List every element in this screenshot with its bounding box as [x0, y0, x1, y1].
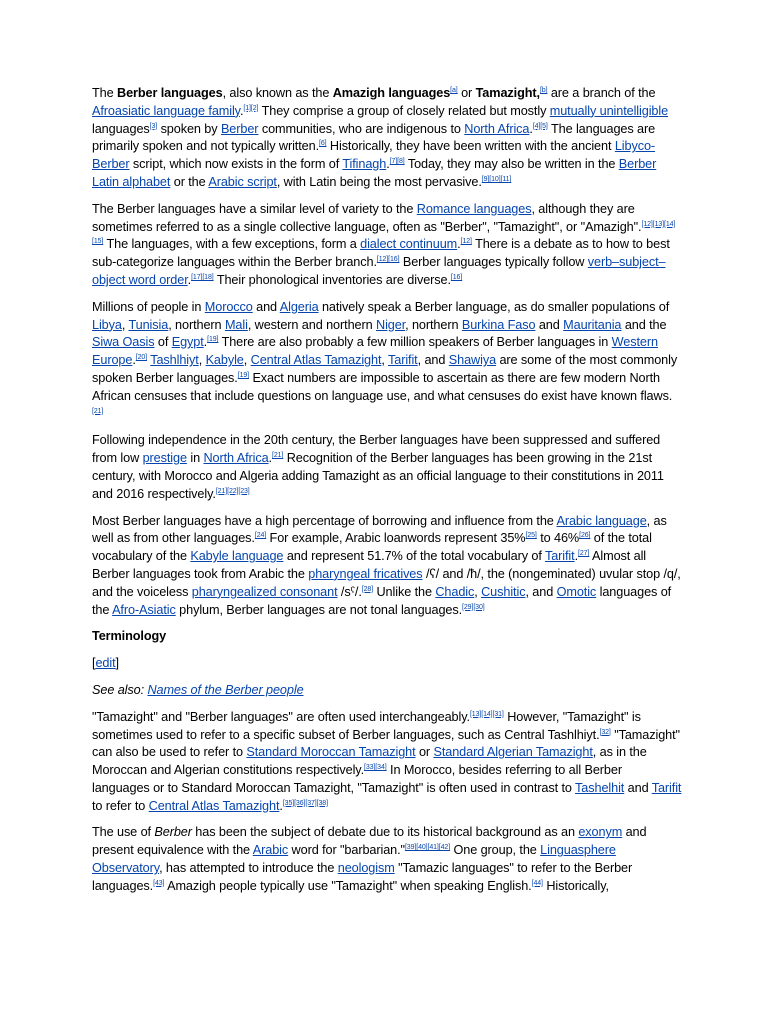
bold-text: Berber languages	[117, 86, 223, 100]
text-run: , and	[525, 584, 557, 599]
citation-link[interactable]: [19]	[237, 371, 250, 379]
citation-link[interactable]: [26]	[579, 532, 591, 540]
text-run: ,	[474, 584, 482, 599]
link-burkina-faso[interactable]: Burkina Faso	[461, 317, 536, 332]
citation-link[interactable]: [a]	[450, 87, 458, 94]
citation-link[interactable]: [3]	[149, 122, 158, 130]
text-run: , with Latin being the most pervasive.	[276, 174, 482, 189]
text-run: .	[386, 157, 390, 172]
link-mali[interactable]: Mali	[224, 317, 248, 332]
text-run: ,	[121, 317, 129, 332]
citation-ref	[470, 711, 504, 718]
text-run: to refer to	[92, 798, 149, 813]
link-egypt[interactable]: Egypt	[171, 335, 204, 350]
see-also-line	[92, 682, 682, 700]
text-run: /ʕ/ and /ħ/, the (nongeminated) uvular stop /q/, and the voiceless	[92, 566, 681, 599]
text-run: spoken by	[157, 121, 221, 136]
text-run: There is a debate as to how to best sub-categorize languages within the Berber branch.	[92, 237, 670, 270]
citation-link[interactable]: [25]	[525, 532, 537, 540]
text-run: .	[239, 103, 244, 118]
text-run: .	[187, 272, 192, 287]
text-run: , and	[417, 353, 449, 368]
link-afro-asiatic[interactable]: Afro-Asiatic	[112, 602, 176, 617]
citation-ref	[191, 274, 214, 281]
citation-ref	[532, 880, 543, 887]
citation-link[interactable]: [1][2]	[243, 104, 259, 112]
see-also-link[interactable]: Names of the Berber people	[147, 682, 304, 697]
link-kabyle-language[interactable]: Kabyle language	[190, 549, 284, 564]
terminology-heading: Terminology	[92, 629, 167, 644]
citation-ref	[243, 105, 258, 112]
citation-ref	[579, 532, 590, 539]
text-run: , northern	[405, 317, 462, 332]
text-run: ,	[243, 353, 251, 368]
citation-ref	[136, 354, 147, 361]
text-run: natively speak a Berber language, as do smaller populations of	[318, 299, 670, 314]
text-run: /sˤ/.	[337, 584, 362, 599]
link-morocco[interactable]: Morocco	[204, 299, 253, 314]
citation-ref	[451, 274, 462, 281]
text-run: , also known as the	[222, 86, 333, 100]
text-run: and	[624, 780, 652, 795]
citation-ref	[533, 123, 548, 130]
edit-link[interactable]: edit	[95, 656, 116, 671]
link-tarifit[interactable]: Tarifit	[544, 549, 575, 564]
citation-link[interactable]: [39][40][41][42]	[404, 844, 451, 852]
text-run: of	[154, 335, 172, 350]
citation-link[interactable]: [17][18]	[191, 273, 214, 281]
citation-link[interactable]: [21][22][23]	[215, 487, 250, 495]
link-tunisia[interactable]: Tunisia	[128, 317, 169, 332]
text-run: The	[92, 86, 117, 100]
link-tashelhit[interactable]: Tashelhit	[575, 780, 625, 795]
text-run: There are also probably a few million speakers of Berber languages in	[218, 335, 612, 350]
link-niger[interactable]: Niger	[376, 317, 406, 332]
text-run: and the	[621, 317, 667, 332]
link-pharyngealized-consonant[interactable]: pharyngealized consonant	[191, 584, 338, 599]
text-run: .	[457, 237, 461, 252]
citation-ref	[362, 586, 373, 593]
link-chadic[interactable]: Chadic	[435, 584, 475, 599]
text-run: "Tamazight" and "Berber languages" are often used interchangeably.	[92, 709, 470, 724]
text-run: of the total vocabulary of the	[92, 531, 652, 564]
bold-text: Amazigh languages	[332, 86, 451, 100]
text-run: Historically,	[542, 878, 609, 893]
link-mutually-unintelligible[interactable]: mutually unintelligible	[549, 103, 669, 118]
citation-ref	[207, 336, 218, 343]
link-arabic[interactable]: Arabic	[252, 843, 289, 858]
citation-link[interactable]: [16]	[450, 273, 463, 281]
edit-section-line	[92, 655, 682, 673]
text-run: and	[252, 299, 280, 314]
citation-link[interactable]: [4][5]	[532, 122, 548, 130]
intro-section	[92, 85, 682, 619]
citation-ref	[578, 550, 589, 557]
citation-link[interactable]: [b]	[539, 87, 548, 94]
link-libyco-berber[interactable]: Libyco-Berber	[92, 139, 656, 172]
link-kabyle[interactable]: Kabyle	[205, 353, 244, 368]
text-run: .	[574, 549, 579, 564]
citation-ref	[216, 488, 250, 495]
link-neologism[interactable]: neologism	[337, 861, 395, 876]
citation-ref	[283, 800, 328, 807]
text-run: , northern	[168, 317, 225, 332]
text-run: One group, the	[450, 843, 541, 858]
link-tarifit[interactable]: Tarifit	[388, 353, 418, 368]
text-run: "Tamazight" can also be used to refer to	[92, 727, 680, 760]
text-run: script, which now exists in the form of	[129, 157, 343, 172]
text-run: , has attempted to introduce the	[159, 861, 338, 876]
link-linguasphere-observatory[interactable]: Linguasphere Observatory	[92, 843, 616, 876]
text-run: The languages, with a few exceptions, form a	[103, 237, 361, 252]
citation-link[interactable]: [20]	[135, 354, 148, 362]
citation-link[interactable]: [12]	[460, 238, 472, 246]
text-run: Amazigh people typically use "Tamazight" when speaking English.	[164, 878, 532, 893]
link-tifinagh[interactable]: Tifinagh	[342, 157, 387, 172]
text-run: and	[535, 317, 564, 332]
speakers-paragraph	[92, 299, 682, 424]
citation-ref	[272, 452, 283, 459]
text-run: The languages are primarily spoken and not typically written.	[92, 121, 656, 154]
citation-ref	[461, 238, 472, 245]
citation-ref	[450, 87, 457, 94]
link-siwa-oasis[interactable]: Siwa Oasis	[92, 335, 155, 350]
citation-link[interactable]: [9][10][11]	[481, 175, 512, 183]
link-romance-languages[interactable]: Romance languages	[416, 201, 532, 216]
link-verb-subject-object-word-order[interactable]: verb–subject–object word order	[92, 255, 666, 287]
text-run: Today, they may also be written in the	[404, 157, 619, 172]
link-arabic-script[interactable]: Arabic script	[208, 174, 277, 189]
link-central-atlas-tamazight[interactable]: Central Atlas Tamazight	[148, 798, 280, 813]
text-run: has been the subject of debate due to its historical background as an	[191, 825, 579, 840]
text-run: The use of	[92, 825, 155, 840]
link-exonym[interactable]: exonym	[578, 825, 623, 840]
edit-open-bracket: [	[92, 656, 96, 671]
citation-ref	[405, 844, 450, 851]
text-run: They comprise a group of closely related but mostly	[258, 103, 550, 118]
text-run: in	[186, 451, 204, 466]
text-run: and present equivalence with the	[92, 825, 647, 858]
text-run: "Tamazic languages" to refer to the Berber languages.	[92, 861, 633, 893]
link-central-atlas-tamazight[interactable]: Central Atlas Tamazight	[250, 353, 382, 368]
citation-link[interactable]: [32]	[599, 728, 611, 736]
text-run: are a branch of the	[547, 86, 656, 100]
text-run: , although they are sometimes referred to as a single collective language, often as "Berber", "Tamazight", or "Amazigh".	[92, 201, 642, 234]
link-dialect-continuum[interactable]: dialect continuum	[360, 237, 458, 252]
text-run: , western and northern	[247, 317, 376, 332]
citation-link[interactable]: [6]	[319, 140, 327, 148]
citation-link[interactable]: [7][8]	[389, 158, 405, 166]
citation-link[interactable]: [21]	[92, 407, 104, 415]
variety-paragraph	[92, 201, 682, 290]
citation-ref	[600, 729, 611, 736]
italic-text: Berber	[154, 825, 192, 840]
citation-ref	[153, 880, 164, 887]
terminology-section	[92, 709, 682, 896]
citation-ref	[255, 532, 266, 539]
text-run: .	[279, 798, 283, 813]
link-western-europe[interactable]: Western Europe	[92, 335, 658, 368]
citation-link[interactable]: [24]	[254, 532, 267, 540]
see-also-label: See also:	[92, 682, 148, 697]
text-run: or the	[170, 174, 209, 189]
link-berber[interactable]: Berber	[220, 121, 259, 136]
citation-link[interactable]: [33][34]	[364, 764, 387, 772]
citation-ref	[482, 176, 512, 183]
text-run: , as well as from other languages.	[92, 513, 667, 546]
text-run: However, "Tamazight" is sometimes used to refer to a specific subset of Berber languages, such as Central Tashlhiyt.	[92, 709, 641, 742]
link-prestige[interactable]: prestige	[142, 451, 187, 466]
tamazight-usage-paragraph	[92, 709, 682, 816]
text-run: In Morocco, besides referring to all Berber languages or to Standard Moroccan Tamazight, "Tamazight" is often used in contrast to	[92, 763, 622, 795]
link-standard-moroccan-tamazight[interactable]: Standard Moroccan Tamazight	[246, 745, 416, 760]
link-afroasiatic-language-family[interactable]: Afroasiatic language family	[92, 103, 240, 118]
link-libya[interactable]: Libya	[92, 317, 122, 332]
link-shawiya[interactable]: Shawiya	[448, 353, 497, 368]
citation-link[interactable]: [13][14][31]	[469, 710, 504, 718]
link-tashlhiyt[interactable]: Tashlhiyt	[150, 353, 199, 368]
text-run: Following independence in the 20th century, the Berber languages have been suppressed and suffered from low	[92, 433, 661, 466]
citation-ref	[390, 158, 405, 165]
text-run: .	[529, 121, 533, 136]
text-run: , as in the Moroccan and Algerian constitutions respectively.	[92, 745, 647, 778]
text-run: Almost all Berber languages took from Arabic the	[92, 549, 647, 581]
link-standard-algerian-tamazight[interactable]: Standard Algerian Tamazight	[433, 745, 593, 760]
text-run: phylum, Berber languages are not tonal languages.	[175, 602, 463, 617]
link-berber-latin-alphabet[interactable]: Berber Latin alphabet	[92, 157, 657, 189]
text-run: Millions of people in	[92, 299, 205, 314]
text-run: The Berber languages have a similar level of variety to the	[92, 201, 417, 216]
text-run: or	[457, 86, 476, 100]
text-run: ,	[381, 353, 388, 368]
bold-text: Tamazight	[475, 86, 537, 100]
link-cushitic[interactable]: Cushitic	[481, 584, 526, 599]
citation-link[interactable]: [12][16]	[376, 256, 400, 264]
citation-ref	[462, 604, 485, 611]
link-pharyngeal-fricatives[interactable]: pharyngeal fricatives	[308, 566, 423, 581]
text-run: languages	[92, 121, 150, 136]
text-run: Historically, they have been written with the ancient	[326, 139, 615, 154]
bold-text: ,	[536, 86, 540, 100]
text-run: Their phonological inventories are diverse.	[213, 272, 451, 287]
link-omotic[interactable]: Omotic	[556, 584, 597, 599]
berber-term-paragraph	[92, 824, 682, 895]
text-run: For example, Arabic loanwords represent 35%	[266, 531, 526, 546]
citation-ref	[364, 764, 387, 771]
text-run: Exact numbers are impossible to ascertain as there are few modern North African censuses that include questions on language use, and what censuses do exist have known flaws.	[92, 370, 673, 403]
citation-link[interactable]: [44]	[531, 879, 543, 887]
citation-ref	[377, 256, 400, 263]
text-run: .	[203, 335, 208, 350]
text-run: or	[415, 745, 434, 760]
independence-paragraph	[92, 432, 682, 503]
text-run: to 46%	[536, 531, 580, 546]
text-run: Unlike the	[373, 584, 436, 599]
link-tarifit[interactable]: Tarifit	[651, 780, 682, 795]
text-run: are some of the most commonly spoken Berber languages.	[92, 353, 678, 385]
citation-link[interactable]: [21]	[271, 452, 284, 460]
citation-ref	[238, 372, 249, 379]
link-arabic-language[interactable]: Arabic language	[556, 513, 647, 528]
borrowing-paragraph	[92, 513, 682, 620]
text-run: and represent 51.7% of the total vocabulary of	[283, 549, 545, 564]
citation-ref	[525, 532, 536, 539]
citation-link[interactable]: [28]	[361, 585, 374, 593]
text-run: communities, who are indigenous to	[258, 121, 465, 136]
text-run: .	[132, 353, 136, 368]
text-run: .	[268, 451, 272, 466]
text-run: ,	[198, 353, 206, 368]
text-run: Most Berber languages have a high percentage of borrowing and influence from the	[92, 513, 557, 528]
link-north-africa[interactable]: North Africa	[464, 121, 530, 136]
citation-link[interactable]: [29][30]	[462, 603, 485, 611]
citation-link[interactable]: [12][13][14][15]	[92, 220, 676, 246]
text-run: languages of the	[92, 584, 672, 617]
text-run: Berber languages typically follow	[399, 255, 588, 270]
text-run: word for "barbarian."	[288, 843, 405, 858]
edit-close-bracket: ]	[115, 656, 119, 671]
article-body	[92, 85, 682, 905]
citation-ref	[92, 408, 103, 415]
citation-link[interactable]: [27]	[578, 550, 590, 558]
intro-paragraph	[92, 85, 682, 192]
link-north-africa[interactable]: North Africa	[203, 451, 269, 466]
link-mauritania[interactable]: Mauritania	[563, 317, 622, 332]
citation-link[interactable]: [43]	[153, 879, 165, 887]
link-algeria[interactable]: Algeria	[279, 299, 319, 314]
citation-link[interactable]: [19]	[207, 336, 219, 344]
text-run: Recognition of the Berber languages has been growing in the 21st century, with Morocco and Algeria adding Tamazight as an official language to their constitutions in 2011 and 2016 respectively.	[92, 451, 664, 501]
citation-link[interactable]: [35][36][37][38]	[282, 799, 328, 807]
